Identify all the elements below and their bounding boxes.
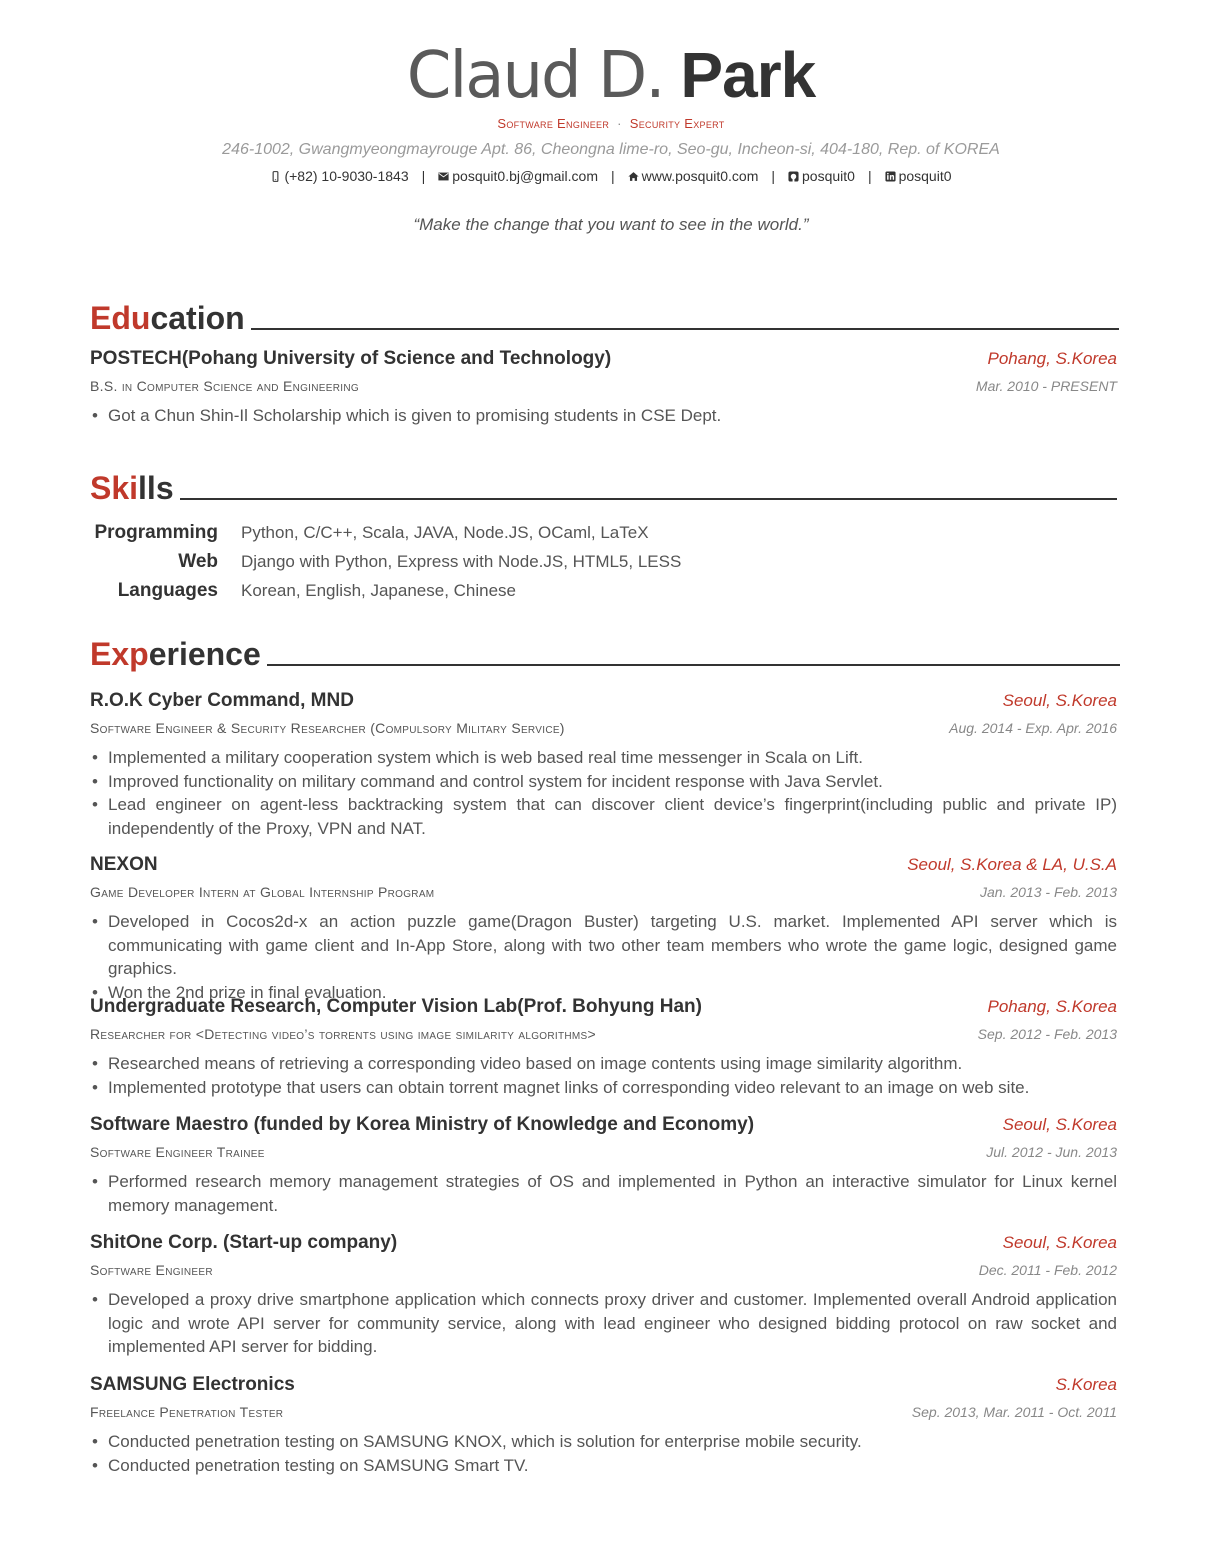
- experience-entry: [90, 1374, 1117, 1477]
- contact-bar: [0, 165, 1222, 187]
- last-name: Park: [680, 39, 816, 111]
- bullet-item: • Won the 2nd prize in final evaluation.: [90, 981, 1117, 1005]
- contact-separator: |: [867, 168, 872, 184]
- envelope-icon: [438, 171, 449, 182]
- position-separator: ·: [617, 116, 622, 131]
- entry-date: Jan. 2013 - Feb. 2013: [980, 884, 1117, 900]
- section-skills: [90, 466, 1117, 506]
- home-icon: [628, 171, 639, 182]
- section-experience: [90, 632, 1120, 672]
- skill-row: [90, 576, 1117, 605]
- contact-separator: |: [771, 168, 775, 184]
- bullet-item: • Conducted penetration testing on SAMSUNG Smart TV.: [90, 1454, 1117, 1478]
- entry-position: Software Engineer: [90, 1262, 213, 1278]
- section-title-rest: lls: [138, 470, 174, 506]
- position-line: [0, 115, 1222, 133]
- entry-location: Seoul, S.Korea: [1002, 1115, 1117, 1134]
- section-title-highlight: Edu: [90, 300, 151, 336]
- skill-category: Web: [178, 550, 218, 572]
- experience-entry: [90, 854, 1117, 1004]
- section-divider: [180, 498, 1117, 500]
- entry-location: Pohang, S.Korea: [987, 997, 1117, 1016]
- skills-table: [90, 518, 1117, 605]
- skill-value: Django with Python, Express with Node.JS, HTML5, LESS: [241, 551, 682, 571]
- entry-date: Mar. 2010 - PRESENT: [975, 378, 1117, 394]
- section-title: [90, 636, 261, 672]
- entry-date: Aug. 2014 - Exp. Apr. 2016: [949, 720, 1117, 736]
- entry-position: B.S. in Computer Science and Engineering: [90, 378, 359, 394]
- entry-bullets: [90, 404, 1117, 428]
- email-text: posquit0.bj@gmail.com: [452, 168, 598, 184]
- contact-separator: |: [421, 168, 426, 184]
- mobile-phone-icon: [270, 171, 281, 182]
- contact-phone[interactable]: [270, 165, 408, 187]
- linkedin-icon: [885, 171, 896, 182]
- entry-location: Seoul, S.Korea & LA, U.S.A: [907, 855, 1117, 874]
- contact-email[interactable]: [438, 165, 598, 187]
- entry-title: POSTECH(Pohang University of Science and Technology): [90, 348, 612, 369]
- entry-bullets: [90, 1170, 1117, 1217]
- bullet-item: • Implemented prototype that users can obtain torrent magnet links of corresponding video relevant to an image on web site.: [90, 1076, 1117, 1100]
- entry-bullets: [90, 1430, 1117, 1477]
- github-icon: [788, 171, 799, 182]
- skill-value: Python, C/C++, Scala, JAVA, Node.JS, OCaml, LaTeX: [241, 522, 649, 542]
- full-name: [0, 36, 1222, 115]
- bullet-item: • Conducted penetration testing on SAMSUNG KNOX, which is solution for enterprise mobile security.: [90, 1430, 1117, 1454]
- section-title-highlight: Exp: [90, 636, 149, 672]
- skill-row: [90, 547, 1117, 576]
- bullet-item: • Researched means of retrieving a corresponding video based on image contents using image similarity algorithm.: [90, 1052, 1117, 1076]
- position-1: Software Engineer: [497, 116, 610, 131]
- skill-value: Korean, English, Japanese, Chinese: [241, 580, 517, 600]
- homepage-text: www.posquit0.com: [641, 168, 759, 184]
- bullet-item: • Developed a proxy drive smartphone application which connects proxy driver and customer. Implemented overall Android application logic and wrote API server for community service, along with lead engineer who designed bidding protocol on raw socket and implemented API server for bidding.: [90, 1288, 1117, 1359]
- entry-position: Freelance Penetration Tester: [90, 1404, 284, 1420]
- experience-entry: [90, 690, 1117, 840]
- experience-entry: [90, 1232, 1117, 1359]
- bullet-item: • Developed in Cocos2d-x an action puzzle game(Dragon Buster) targeting U.S. market. Implemented API server which is communicating with game client and In-App Store, along with two other team members who wrote the game logic, designed game graphics.: [90, 910, 1117, 981]
- experience-entry: [90, 996, 1117, 1099]
- bullet-item: • Performed research memory management strategies of OS and implemented in Python an interactive simulator for Linux kernel memory management.: [90, 1170, 1117, 1217]
- contact-github[interactable]: [788, 165, 855, 187]
- entry-position: Software Engineer & Security Researcher (Compulsory Military Service): [90, 720, 565, 736]
- entry-position: Game Developer Intern at Global Internship Program: [90, 884, 435, 900]
- position-2: Security Expert: [629, 116, 725, 131]
- entry-location: Pohang, S.Korea: [987, 349, 1117, 368]
- resume-header: [0, 36, 1222, 187]
- quote: “Make the change that you want to see in the world.”: [413, 215, 809, 234]
- bullet-item: • Lead engineer on agent-less backtracking system that can discover client device’s fingerprint(including public and private IP) independently of the Proxy, VPN and NAT.: [90, 793, 1117, 840]
- section-title-highlight: Ski: [90, 470, 139, 506]
- contact-separator: |: [611, 168, 615, 184]
- linkedin-text: posquit0: [898, 168, 952, 184]
- entry-date: Sep. 2013, Mar. 2011 - Oct. 2011: [911, 1404, 1117, 1420]
- first-name: Claud D.: [406, 39, 664, 113]
- experience-entry: [90, 1114, 1117, 1217]
- entry-date: Jul. 2012 - Jun. 2013: [986, 1144, 1117, 1160]
- section-divider: [267, 664, 1120, 666]
- entry-title: Software Maestro (funded by Korea Ministry of Knowledge and Economy): [90, 1114, 755, 1135]
- skill-category: Languages: [117, 579, 218, 601]
- entry-title: Undergraduate Research, Computer Vision Lab(Prof. Bohyung Han): [90, 996, 702, 1017]
- phone-text: (+82) 10-9030-1843: [284, 168, 409, 184]
- entry-title: ShitOne Corp. (Start-up company): [90, 1232, 398, 1253]
- section-title: [90, 470, 174, 506]
- entry-title: NEXON: [90, 854, 158, 875]
- education-entry: [90, 348, 1117, 428]
- entry-position: Researcher for <Detecting video’s torrents using image similarity algorithms>: [90, 1026, 596, 1042]
- skill-category: Programming: [94, 521, 218, 543]
- entry-location: S.Korea: [1055, 1375, 1117, 1394]
- bullet-item: • Improved functionality on military command and control system for incident response with Java Servlet.: [90, 770, 1117, 794]
- entry-bullets: [90, 910, 1117, 1004]
- entry-location: Seoul, S.Korea: [1002, 1233, 1117, 1252]
- entry-bullets: [90, 746, 1117, 840]
- section-title-rest: erience: [148, 636, 261, 672]
- address: 246-1002, Gwangmyeongmayrouge Apt. 86, Cheongna lime-ro, Seo-gu, Incheon-si, 404-180, Rep. of KOREA: [222, 141, 1000, 158]
- contact-homepage[interactable]: [628, 165, 759, 187]
- bullet-item: • Implemented a military cooperation system which is web based real time messenger in Scala on Lift.: [90, 746, 1117, 770]
- bullet-item: • Got a Chun Shin-Il Scholarship which is given to promising students in CSE Dept.: [90, 404, 1117, 428]
- section-divider: [251, 328, 1119, 330]
- entry-date: Dec. 2011 - Feb. 2012: [978, 1262, 1117, 1278]
- entry-title: R.O.K Cyber Command, MND: [90, 690, 354, 711]
- entry-location: Seoul, S.Korea: [1002, 691, 1117, 710]
- github-text: posquit0: [802, 168, 855, 184]
- entry-date: Sep. 2012 - Feb. 2013: [977, 1026, 1117, 1042]
- contact-linkedin[interactable]: [885, 165, 952, 187]
- entry-bullets: [90, 1288, 1117, 1359]
- entry-bullets: [90, 1052, 1117, 1099]
- section-education: [90, 296, 1119, 336]
- skill-row: [90, 518, 1117, 547]
- entry-position: Software Engineer Trainee: [90, 1144, 265, 1160]
- section-title-rest: cation: [150, 300, 245, 336]
- section-title: [90, 300, 245, 336]
- entry-title: SAMSUNG Electronics: [90, 1374, 295, 1395]
